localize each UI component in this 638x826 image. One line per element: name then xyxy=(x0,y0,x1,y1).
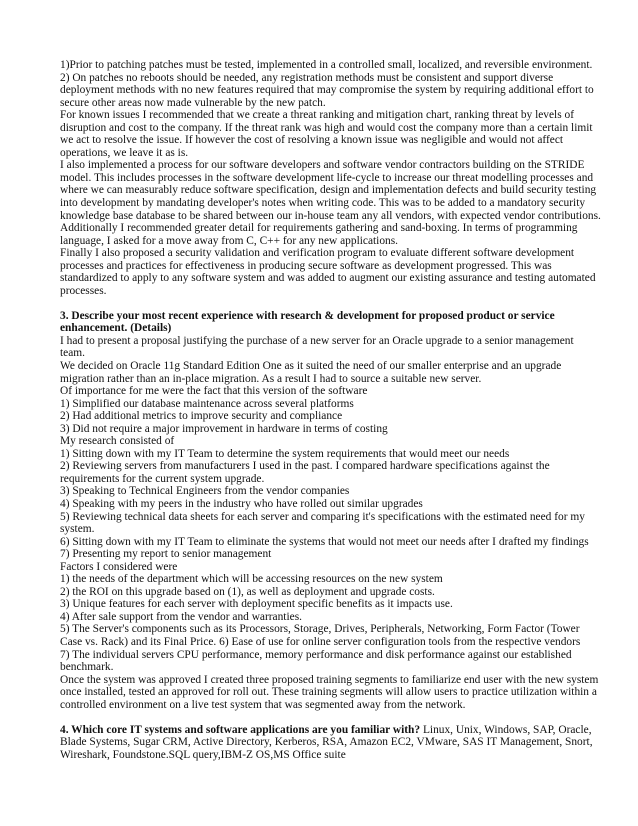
text-line: controlled environment on a live test system that was segmented away from the network. xyxy=(60,698,466,711)
text-line: deployment methods with no new features required that may compromise the system by requiring additional effort to xyxy=(60,84,594,97)
paragraph-gap xyxy=(60,297,582,309)
text-line: into development by mandating developer's notes when writing code. This was to be added to a mandatory security xyxy=(60,197,586,210)
text-line: benchmark. xyxy=(60,661,114,674)
heading-line: 3. Describe your most recent experience with research & development for proposed product or service xyxy=(60,309,555,322)
text-line: requirements for the current system upgrade. xyxy=(60,472,265,485)
text-line: 2) Reviewing servers from manufacturers I used in the past. I compared hardware specifications against the xyxy=(60,460,550,473)
text-line: processes. xyxy=(60,284,107,297)
text-line: secure other areas now made vulnerable by the new patch. xyxy=(60,96,326,109)
text-line: 3) Unique features for each server with deployment specific benefits as it impacts use. xyxy=(60,598,453,611)
text-line: 3) Speaking to Technical Engineers from the vendor companies xyxy=(60,485,350,498)
text-line: operations, we leave it as is. xyxy=(60,146,189,159)
patching-and-security-section xyxy=(60,59,601,297)
question-4-answer xyxy=(60,736,593,761)
text-line: I had to present a proposal justifying the purchase of a new server for an Oracle upgrade to a senior management xyxy=(60,334,574,347)
text-line: where we can measurably reduce software specification, design and implementation defects and build security testing xyxy=(60,184,597,197)
text-line: For known issues I recommended that we create a threat ranking and mitigation chart, ranking threat by levels of xyxy=(60,109,574,122)
text-line: Factors I considered were xyxy=(60,560,178,573)
text-line: language, I asked for a move away from C, C++ for any new applications. xyxy=(60,234,399,247)
text-line: 6) Sitting down with my IT Team to eliminate the systems that would not meet our needs after I drafted my findings xyxy=(60,535,589,548)
text-line: Blade Systems, Sugar CRM, Active Directory, Kerberos, RSA, Amazon EC2, VMware, SAS IT Management, Snort, xyxy=(60,736,593,749)
text-line: Case vs. Rack) and its Final Price. 6) Ease of use for online server configuration tools from the respective vendors xyxy=(60,636,581,648)
text-line: 4) Speaking with my peers in the industry who have rolled out similar upgrades xyxy=(60,497,423,510)
question-4-answer-start: Linux, Unix, Windows, SAP, Oracle, xyxy=(420,723,592,736)
text-line: disruption and cost to the company. If the threat rank was high and would cost the company more than a certain limit xyxy=(60,121,593,134)
question-3-answer xyxy=(60,334,599,711)
text-line: Wireshark, Foundstone.SQL query,IBM-Z OS,MS Office suite xyxy=(60,748,346,761)
text-line: system. xyxy=(60,523,95,536)
text-line: Of importance for me were the fact that this version of the software xyxy=(60,385,368,398)
text-line: processes and practices for effectiveness in producing secure software as development progressed. This was xyxy=(60,259,552,272)
text-line: standardized to apply to any software system and was added to augment our existing assurance and testing automated xyxy=(60,272,596,285)
heading-line: enhancement. (Details) xyxy=(60,322,172,335)
text-line: team. xyxy=(60,347,85,360)
text-line: 1) Sitting down with my IT Team to determine the system requirements that would meet our needs xyxy=(60,447,510,460)
text-line: migration rather than an in-place migration. As a result I had to source a suitable new server. xyxy=(60,372,482,385)
text-line: 4) After sale support from the vendor and warranties. xyxy=(60,610,302,623)
text-line: knowledge base database to be shared between our in-house team any all vendors, with expected vendor contributions. xyxy=(60,209,601,222)
text-line: We decided on Oracle 11g Standard Edition One as it suited the need of our smaller enterprise and an upgrade xyxy=(60,359,562,372)
question-4-first-line xyxy=(60,723,592,737)
text-line: once installed, tested an approved for roll out. These training segments will allow users to practice utilization within a xyxy=(60,686,597,699)
text-line: Once the system was approved I created three proposed training segments to familiarize end user with the new system xyxy=(60,673,599,686)
text-line: 3) Did not require a major improvement in hardware in terms of costing xyxy=(60,422,388,435)
text-line: 1) the needs of the department which will be accessing resources on the new system xyxy=(60,573,443,586)
text-line: 2) Had additional metrics to improve security and compliance xyxy=(60,410,343,423)
text-line: 1) Simplified our database maintenance across several platforms xyxy=(60,397,354,410)
text-line: Finally I also proposed a security validation and verification program to evaluate different software development xyxy=(60,247,575,260)
text-line: Additionally I recommended greater detail for requirements gathering and sand-boxing. In terms of programming xyxy=(60,222,578,235)
question-3-heading xyxy=(60,310,582,335)
text-line: we act to resolve the issue. If however the cost of resolving a known issue was negligible and would not affect xyxy=(60,134,564,147)
text-line: 1)Prior to patching patches must be tested, implemented in a controlled small, localized, and reversible environment. xyxy=(60,59,593,71)
question-4 xyxy=(60,723,593,762)
text-line: 2) the ROI on this upgrade based on (1), as well as deployment and upgrade costs. xyxy=(60,585,435,598)
question-4-heading: 4. Which core IT systems and software applications are you familiar with? xyxy=(60,723,421,736)
paragraph-gap xyxy=(60,711,582,723)
text-line: 5) The Server's components such as its Processors, Storage, Drives, Peripherals, Networking, Form Factor (Tower xyxy=(60,623,580,636)
text-line: 7) The individual servers CPU performance, memory performance and disk performance against our established xyxy=(60,648,572,661)
text-line: model. This includes processes in the software development life-cycle to increase our threat modelling processes and xyxy=(60,171,594,184)
text-line: I also implemented a process for our software developers and software vendor contractors building on the STRIDE xyxy=(60,159,585,172)
text-line: 7) Presenting my report to senior management xyxy=(60,548,272,561)
text-line: 5) Reviewing technical data sheets for each server and comparing it's specifications with the estimated need for my xyxy=(60,510,585,523)
text-line: My research consisted of xyxy=(60,435,175,448)
text-line: 2) On patches no reboots should be needed, any registration methods must be consistent and support diverse xyxy=(60,71,554,84)
